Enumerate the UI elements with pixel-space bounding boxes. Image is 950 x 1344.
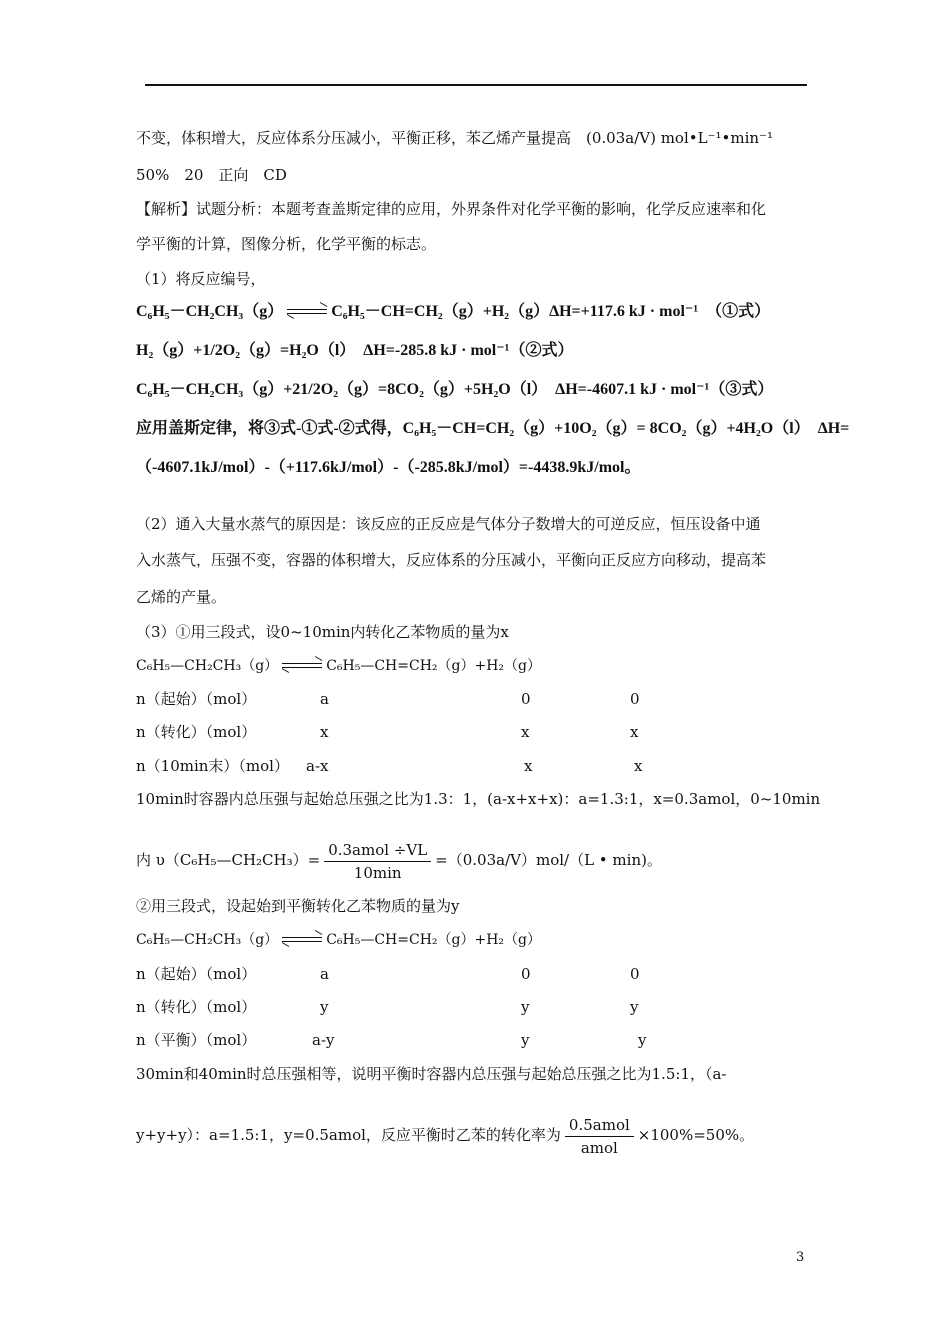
cell-value: 0: [521, 965, 531, 983]
conversion-formula-line: [136, 1111, 754, 1159]
fraction-denominator: amol: [580, 1138, 618, 1157]
cell-value: a: [320, 690, 329, 708]
hess-law-result: （-4607.1kJ/mol）-（+117.6kJ/mol）-（-285.8kJ/mol）=-4438.9kJ/mol。: [136, 459, 641, 476]
fraction: [324, 839, 431, 884]
text-line: 30min和40min时总压强相等，说明平衡时容器内总压强与起始总压强之比为1.5:1，（a-: [136, 1065, 727, 1083]
cell-value: x: [320, 723, 329, 741]
row-label: n（10min末）（mol）: [136, 757, 289, 775]
rate-formula-suffix: =（0.03a/V）mol/（L • min)。: [435, 851, 662, 869]
row-label: n（起始）（mol）: [136, 690, 257, 708]
fraction-denominator: 10min: [353, 863, 402, 882]
cell-value: a: [320, 965, 329, 983]
conversion-formula-suffix: ×100%=50%。: [637, 1126, 755, 1144]
cell-value: 0: [521, 690, 531, 708]
text-line: 10min时容器内总压强与起始总压强之比为1.3：1，(a-x+x+x)：a=1.3:1，x=0.3amol，0~10min: [136, 790, 821, 808]
cell-value: a-y: [312, 1031, 335, 1049]
cell-value: x: [524, 757, 533, 775]
text-line: 50% 20 正向 CD: [136, 166, 287, 184]
reaction-1-left: C₆H₅—CH₂CH₃（g）: [136, 658, 279, 674]
cell-value: y: [638, 1031, 647, 1049]
row-label: n（转化）（mol）: [136, 998, 257, 1016]
text-line: （3）①用三段式，设0~10min内转化乙苯物质的量为x: [136, 623, 509, 641]
text-line: （1）将反应编号，: [136, 270, 266, 288]
cell-value: x: [521, 723, 530, 741]
fraction: [565, 1114, 634, 1159]
row-label: n（平衡）（mol）: [136, 1031, 257, 1049]
text-line: 【解析】试题分析：本题考查盖斯定律的应用，外界条件对化学平衡的影响，化学反应速率和化: [136, 200, 767, 218]
hess-law-line: 应用盖斯定律，将③式-①式-②式得，C₆H₅－CH=CH₂（g）+10O₂（g）= 8CO₂（g）+4H₂O（l） ΔH=: [136, 420, 850, 437]
equation-2: H₂（g）+1/2O₂（g）=H₂O（l） ΔH=-285.8 kJ · mol⁻¹（②式）: [136, 342, 574, 359]
cell-value: 0: [630, 965, 640, 983]
equation-1: [136, 302, 770, 322]
cell-value: y: [521, 1031, 530, 1049]
cell-value: y: [630, 998, 639, 1016]
reaction-2-left: C₆H₅—CH₂CH₃（g）: [136, 932, 279, 948]
rate-formula-line: [136, 836, 662, 884]
equilibrium-arrow-icon: [282, 661, 322, 671]
text-line: （2）通入大量水蒸气的原因是：该反应的正反应是气体分子数增大的可逆反应，恒压设备中通: [136, 515, 761, 533]
reaction-1-right: C₆H₅—CH=CH₂（g）+H₂（g）: [326, 658, 541, 674]
row-label: n（转化）（mol）: [136, 723, 257, 741]
cell-value: y: [320, 998, 329, 1016]
reaction-1: [136, 656, 541, 676]
equation-3: C₆H₅－CH₂CH₃（g）+21/2O₂（g）=8CO₂（g）+5H₂O（l） ΔH=-4607.1 kJ · mol⁻¹（③式）: [136, 381, 774, 398]
header-rule: [145, 84, 807, 86]
equilibrium-arrow-icon: [282, 935, 322, 945]
cell-value: y: [521, 998, 530, 1016]
text-line: 学平衡的计算，图像分析，化学平衡的标志。: [136, 235, 437, 253]
conversion-formula-prefix: y+y+y）：a=1.5:1，y=0.5amol，反应平衡时乙苯的转化率为: [136, 1126, 561, 1144]
rate-formula-prefix: 内 υ（C₆H₅—CH₂CH₃）=: [136, 851, 321, 869]
cell-value: x: [630, 723, 639, 741]
fraction-numerator: 0.3amol ÷VL: [324, 839, 431, 862]
cell-value: 0: [630, 690, 640, 708]
text-line: 不变，体积增大，反应体系分压减小，平衡正移，苯乙烯产量提高 (0.03a/V) mol•L⁻¹•min⁻¹: [136, 129, 773, 147]
row-label: n（起始）（mol）: [136, 965, 257, 983]
cell-value: a-x: [306, 757, 329, 775]
page-number: 3: [796, 1250, 805, 1265]
text-line: ②用三段式，设起始到平衡转化乙苯物质的量为y: [136, 897, 460, 915]
reaction-2-right: C₆H₅—CH=CH₂（g）+H₂（g）: [326, 932, 541, 948]
equation-1-right: C₆H₅－CH=CH₂（g）+H₂（g）ΔH=+117.6 kJ · mol⁻¹ （①式）: [331, 303, 771, 320]
equilibrium-arrow-icon: [287, 307, 327, 317]
equation-1-left: C₆H₅－CH₂CH₃（g）: [136, 303, 284, 320]
cell-value: x: [634, 757, 643, 775]
reaction-2: [136, 930, 541, 950]
text-line: 乙烯的产量。: [136, 588, 227, 606]
fraction-numerator: 0.5amol: [565, 1114, 634, 1137]
text-line: 入水蒸气，压强不变，容器的体积增大，反应体系的分压减小，平衡向正反应方向移动，提高苯: [136, 551, 767, 569]
